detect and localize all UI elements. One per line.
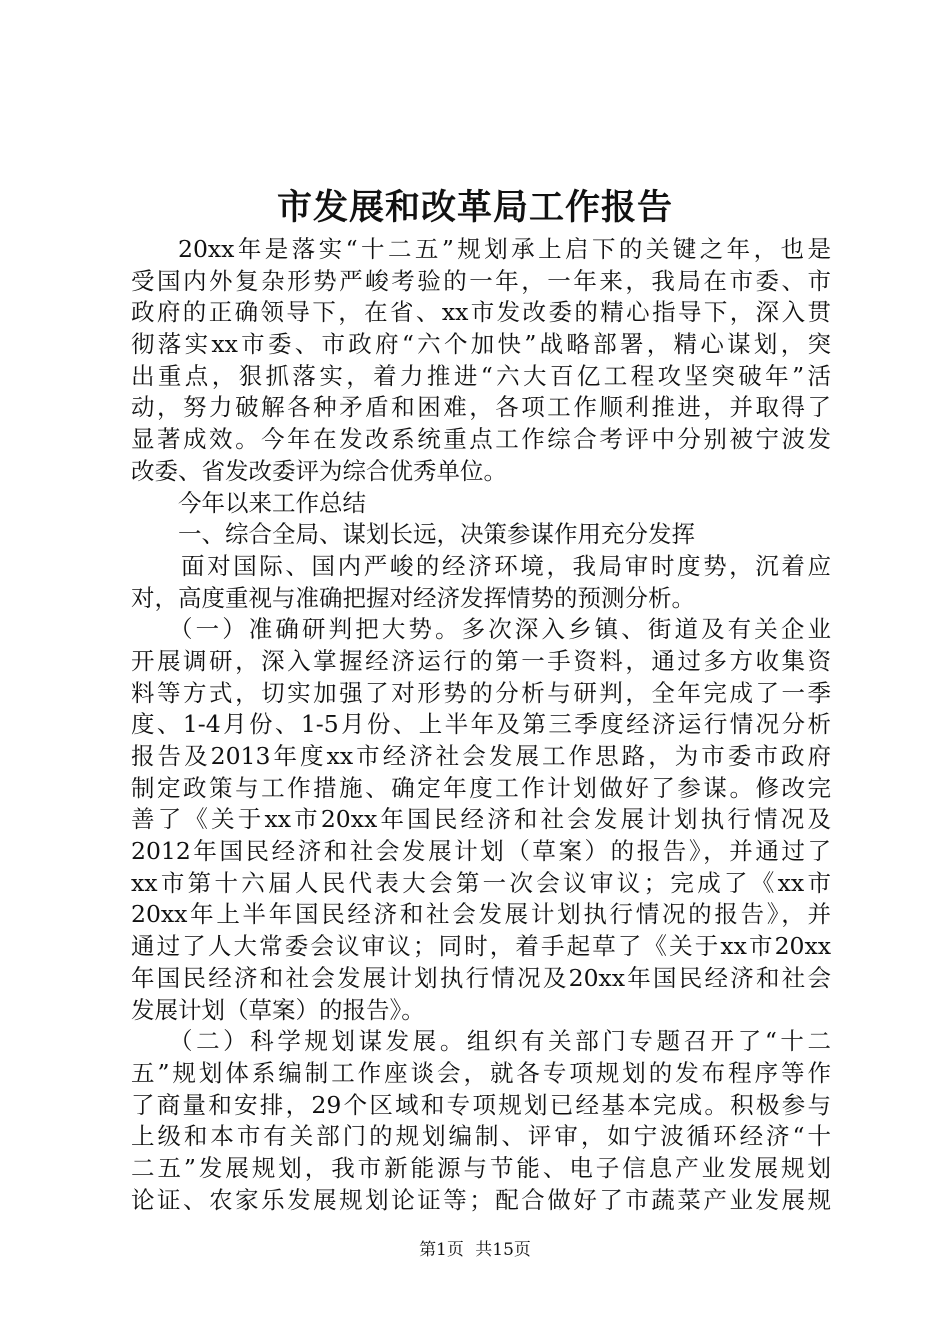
document-title: 市发展和改革局工作报告 [276,187,673,228]
text-line: 年国民经济和社会发展计划执行情况及20xx年国民经济和社会 [131,963,831,992]
section-heading: 今年以来工作总结 [178,488,366,517]
text-line: 二五”发展规划，我市新能源与节能、电子信息产业发展规划 [131,1153,831,1182]
text-line: 彻落实xx市委、市政府“六个加快”战略部署，精心谋划，突 [131,330,831,359]
text-line: 制定政策与工作措施、确定年度工作计划做好了参谋。修改完 [131,773,831,802]
text-line: xx市第十六届人民代表大会第一次会议审议；完成了《xx市 [131,868,831,897]
text-line: 报告及2013年度xx市经济社会发展工作思路，为市委市政府 [131,742,831,770]
page-total: 共15页 [475,1240,531,1260]
text-line: 度、1-4月份、1-5月份、上半年及第三季度经济运行情况分析 [131,710,831,739]
page-footer [0,1238,950,1262]
section-heading: 一、综合全局、谋划长远，决策参谋作用充分发挥 [178,520,695,549]
page-number: 第1页 [419,1240,464,1260]
text-line: 对，高度重视与准确把握对经济发挥情势的预测分析。 [131,583,695,612]
text-line: 上级和本市有关部门的规划编制、评审，如宁波循环经济“十 [131,1122,831,1151]
text-line: 20xx年上半年国民经济和社会发展计划执行情况的报告》，并 [131,900,831,929]
text-line: （二）科学规划谋发展。组织有关部门专题召开了“十二 [169,1027,831,1056]
text-line: 20xx年是落实“十二五”规划承上启下的关键之年，也是 [178,235,831,263]
text-line: 五”规划体系编制工作座谈会，就各专项规划的发布程序等作 [131,1058,831,1087]
text-line: 出重点，狠抓落实，着力推进“六大百亿工程攻坚突破年”活 [131,361,831,390]
text-line: 政府的正确领导下，在省、xx市发改委的精心指导下，深入贯 [131,298,831,327]
document-body [131,234,831,1216]
text-line: 改委、省发改委评为综合优秀单位。 [131,456,507,485]
text-line: 发展计划（草案）的报告》。 [131,995,425,1024]
text-line: 2012年国民经济和社会发展计划（草案）的报告》，并通过了 [131,837,831,866]
text-line: 通过了人大常委会议审议；同时，着手起草了《关于xx市20xx [131,932,831,961]
text-line: （一）准确研判把大势。多次深入乡镇、街道及有关企业 [169,615,831,644]
text-line: 善了《关于xx市20xx年国民经济和社会发展计划执行情况及 [131,805,831,834]
text-line: 动，努力破解各种矛盾和困难，各项工作顺利推进，并取得了 [131,393,831,422]
text-line: 显著成效。今年在发改系统重点工作综合考评中分别被宁波发 [131,425,831,454]
text-line: 论证、农家乐发展规划论证等；配合做好了市蔬菜产业发展规 [131,1185,831,1214]
text-line: 开展调研，深入掌握经济运行的第一手资料，通过多方收集资 [131,646,831,675]
text-line: 受国内外复杂形势严峻考验的一年，一年来，我局在市委、市 [131,266,831,295]
text-line: 了商量和安排，29个区域和专项规划已经基本完成。积极参与 [131,1090,831,1119]
text-line: 料等方式，切实加强了对形势的分析与研判，全年完成了一季 [131,678,831,707]
text-line: 面对国际、国内严峻的经济环境，我局审时度势，沉着应 [181,551,831,580]
